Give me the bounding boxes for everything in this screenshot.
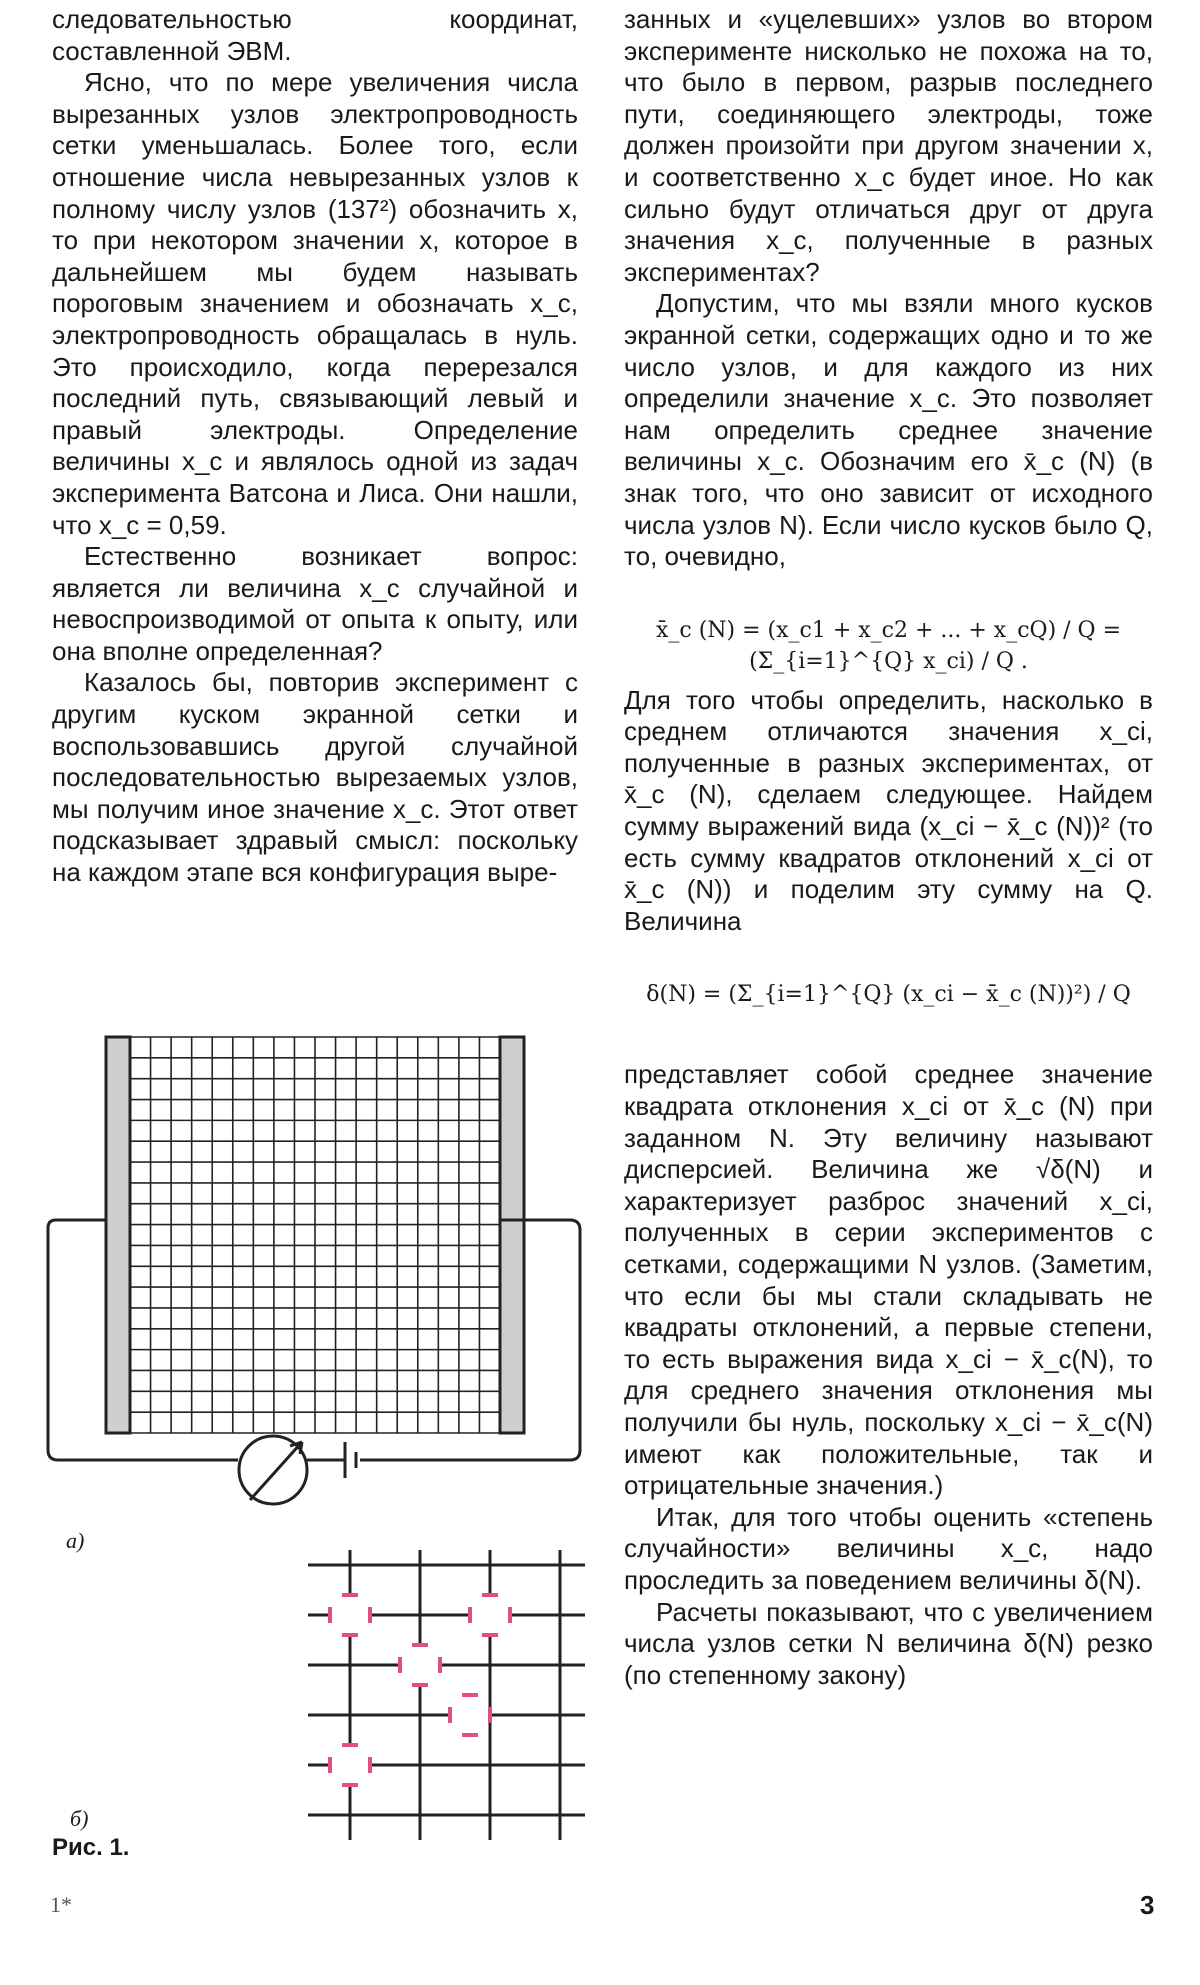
electrode-left bbox=[106, 1037, 130, 1433]
right-column-part-c bbox=[624, 1059, 1153, 1691]
figure-label-a: а) bbox=[66, 1528, 85, 1553]
paragraph: Ясно, что по мере увеличения числа вырезанных узлов электропроводность сетки уменьшалась. Более того, если отношение числа невырезанных узлов к полному числу узлов (137²) обозначить x, то при некотором значении x, которое в дальнейшем мы будем называть пороговым значением и обозначать x_c, электропроводность обращалась в нуль. Это происходило, когда перерезался последний путь, связывающий левый и правый электроды. Определение величины x_c и являлось одной из задач эксперимента Ватсона и Лиса. Они нашли, что x_c = 0,59. bbox=[52, 67, 578, 540]
cut-site-mark bbox=[330, 1745, 370, 1785]
paragraph: Допустим, что мы взяли много кусков экранной сетки, содержащих одно и то же число узлов, и для каждого из них определили значение x_c. Это позволяет нам определить среднее значение величины x_c. Обозначим его x̄_c (N) (в знак того, что оно зависит от исходного числа узлов N). Если число кусков было Q, то, очевидно, bbox=[624, 288, 1153, 572]
paragraph: Итак, для того чтобы оценить «степень случайности» величины x_c, надо проследить за поведением величины δ(N). bbox=[624, 1501, 1153, 1595]
signature-mark: 1* bbox=[50, 1892, 72, 1917]
electrode-right bbox=[500, 1037, 524, 1433]
cut-site-mark bbox=[330, 1595, 370, 1635]
formula-dispersion-text: δ(N) = (Σ_{i=1}^{Q} (x_ci − x̄_c (N))²) / Q bbox=[646, 982, 1131, 1008]
cut-site-mark bbox=[400, 1645, 440, 1685]
battery-icon bbox=[345, 1442, 356, 1478]
page-number: 3 bbox=[1140, 1890, 1155, 1920]
right-column-part-a bbox=[624, 4, 1153, 573]
right-column-part-b bbox=[624, 685, 1153, 938]
cut-site-mark bbox=[470, 1595, 510, 1635]
paragraph: представляет собой среднее значение квадрата отклонения x_ci от x̄_c (N) при заданном N. Эту величину называют дисперсией. Величина же √δ(N) и характеризует разброс значений x_ci, полученных в серии экспериментов с сетками, содержащими N узлов. (Заметим, что если бы мы стали складывать не квадраты отклонений, а первые степени, то есть выражения вида x_ci − x̄_c(N), то для среднего значения отклонения мы получили бы нуль, поскольку x_ci − x̄_c(N) имеют как положительные, так и отрицательные значения.) bbox=[624, 1059, 1153, 1501]
paragraph: занных и «уцелевших» узлов во втором эксперименте нисколько не похожа на то, что было в первом, разрыв последнего пути, соединяющего электроды, тоже должен произойти при другом значении x, и соответственно x_c будет иное. Но как сильно будут отличаться друг от друга значения x_c, полученные в разных экспериментах? bbox=[624, 4, 1153, 287]
ammeter-needle bbox=[250, 1442, 302, 1500]
figure-b-lattice bbox=[300, 1550, 600, 1840]
paragraph: Естественно возникает вопрос: является ли величина x_c случайной и невоспроизводимой от опыта к опыту, или она вполне определенная? bbox=[52, 541, 578, 666]
figure-caption: Рис. 1. bbox=[52, 1834, 130, 1861]
circuit-wire-right bbox=[360, 1220, 580, 1460]
paragraph: Казалось бы, повторив эксперимент с другим куском экранной сетки и воспользовавшись другой случайной последовательностью вырезаемых узлов, мы получим иное значение x_c. Этот ответ подсказывает здравый смысл: поскольку на каждом этапе вся конфигурация выре- bbox=[52, 667, 578, 888]
cut-site-mark bbox=[450, 1695, 490, 1735]
formula-mean-xc bbox=[624, 577, 1153, 677]
paragraph: следовательностью координат, составленной ЭВМ. bbox=[52, 4, 578, 66]
figure-label-b: б) bbox=[70, 1806, 89, 1831]
paragraph: Для того чтобы определить, насколько в среднем отличаются значения x_ci, полученные в разных экспериментах, от x̄_c (N), сделаем следующее. Найдем сумму выражений вида (x_ci − x̄_c (N))² (то есть сумму квадратов отклонений x_ci от x̄_c (N)) и поделим эту сумму на Q. Величина bbox=[624, 684, 1153, 936]
right-column bbox=[624, 4, 1153, 1691]
formula-dispersion bbox=[624, 941, 1153, 1051]
formula-mean-xc-text: x̄_c (N) = (x_c1 + x_c2 + ... + x_cQ) / Q = (Σ_{i=1}^{Q} x_ci) / Q . bbox=[655, 617, 1122, 675]
circuit-wire-left bbox=[48, 1220, 238, 1460]
left-column bbox=[52, 4, 578, 889]
figure-a-grid-circuit bbox=[40, 1030, 600, 1530]
paragraph: Расчеты показывают, что с увеличением числа узлов сетки N величина δ(N) резко (по степенному закону) bbox=[624, 1596, 1153, 1690]
